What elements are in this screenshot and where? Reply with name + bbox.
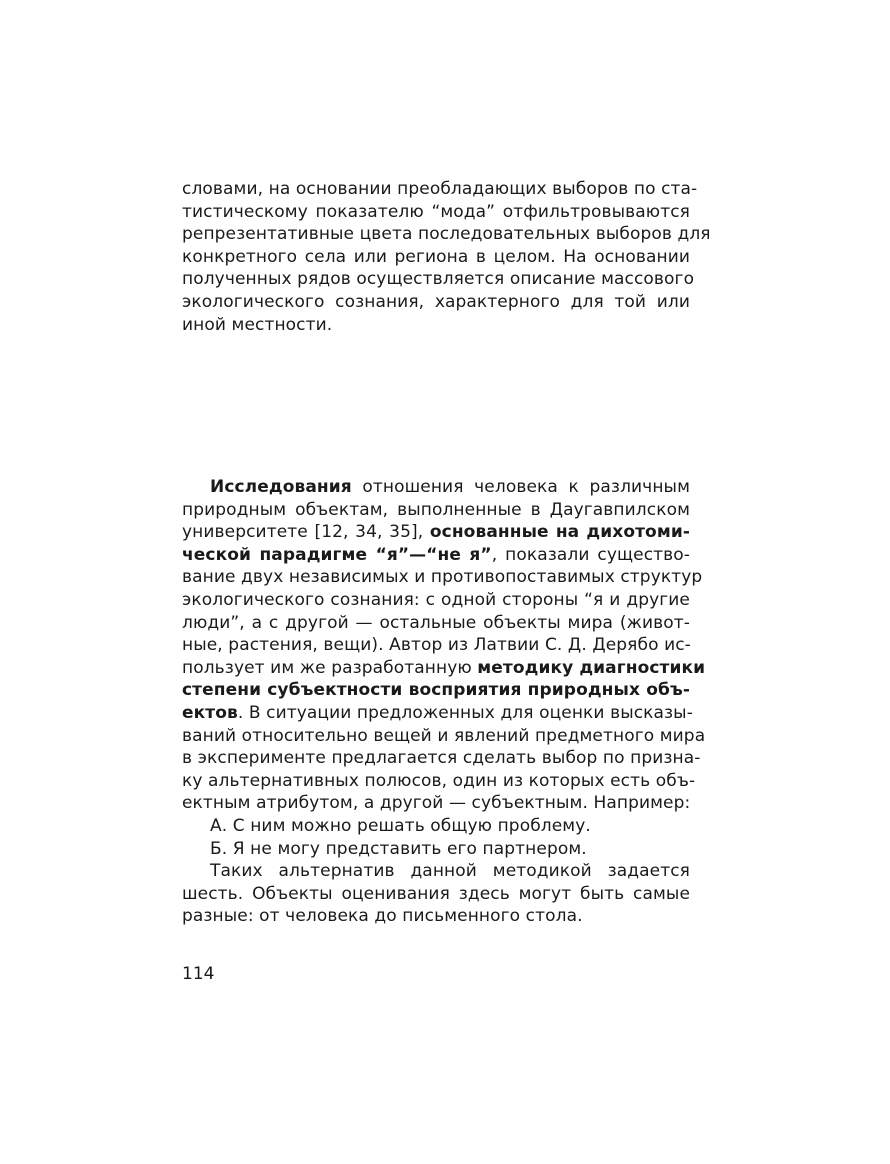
text-line bbox=[182, 702, 693, 725]
text-line: экологического сознания: с одной стороны “я и другие bbox=[182, 589, 690, 610]
page-number: 114 bbox=[182, 964, 215, 984]
text-line: тистическому показателю “мода” отфильтровываются bbox=[182, 201, 690, 222]
text-line bbox=[182, 657, 706, 680]
text-line: иной местности. bbox=[182, 314, 333, 335]
text-line: конкретного села или региона в целом. На основании bbox=[182, 246, 690, 267]
main-paragraph bbox=[182, 476, 706, 928]
text-line: словами, на основании преобладающих выборов по ста- bbox=[182, 179, 698, 199]
bold-term: ектов bbox=[182, 702, 238, 723]
text-run: университете [12, 34, 35], bbox=[182, 522, 430, 543]
text-line: экологического сознания, характерного для той или bbox=[182, 291, 690, 312]
text-line: шесть. Объекты оценивания здесь могут быть самые bbox=[182, 883, 690, 904]
text-line: люди”, а с другой — остальные объекты мира (живот- bbox=[182, 612, 690, 633]
bold-term: ческой парадигме “я”—“не я” bbox=[182, 544, 492, 565]
text-run: . В ситуации предложенных для оценки высказы- bbox=[237, 702, 693, 723]
text-line bbox=[182, 679, 690, 702]
text-line: Таких альтернатив данной методикой задается bbox=[210, 861, 690, 882]
text-line bbox=[182, 544, 690, 567]
text-line: ектным атрибутом, а другой — субъектным. Например: bbox=[182, 793, 691, 814]
text-line bbox=[182, 476, 690, 499]
text-run: пользует им же разработанную bbox=[182, 657, 478, 678]
top-paragraph bbox=[182, 178, 711, 336]
text-line: репрезентативные цвета последовательных выборов для bbox=[182, 224, 711, 245]
text-line bbox=[182, 521, 690, 544]
bold-term: степени субъектности восприятия природных объ- bbox=[182, 680, 690, 701]
text-line: ные, растения, вещи). Автор из Латвии С. Д. Дерябо ис- bbox=[182, 635, 691, 656]
text-line: полученных рядов осуществляется описание массового bbox=[182, 269, 695, 290]
bold-term: Исследования bbox=[210, 477, 352, 497]
text-line: ваний относительно вещей и явлений предметного мира bbox=[182, 725, 706, 746]
example-a: А. С ним можно решать общую проблему. bbox=[210, 815, 591, 836]
text-line: разные: от человека до письменного стола. bbox=[182, 906, 583, 927]
text-line: природным объектам, выполненные в Даугавпилском bbox=[182, 499, 690, 520]
text-run: отношения человека к различным bbox=[351, 477, 690, 497]
example-b: Б. Я не могу представить его партнером. bbox=[210, 838, 587, 859]
text-line: вание двух независимых и противопоставимых структур bbox=[182, 567, 703, 588]
bold-term: основанные на дихотоми- bbox=[429, 522, 690, 543]
text-line: ку альтернативных полюсов, один из которых есть объ- bbox=[182, 770, 696, 791]
text-run: , показали существо- bbox=[491, 544, 691, 565]
bold-term: методику диагностики bbox=[477, 657, 706, 678]
text-line: в эксперименте предлагается сделать выбор по призна- bbox=[182, 748, 701, 769]
